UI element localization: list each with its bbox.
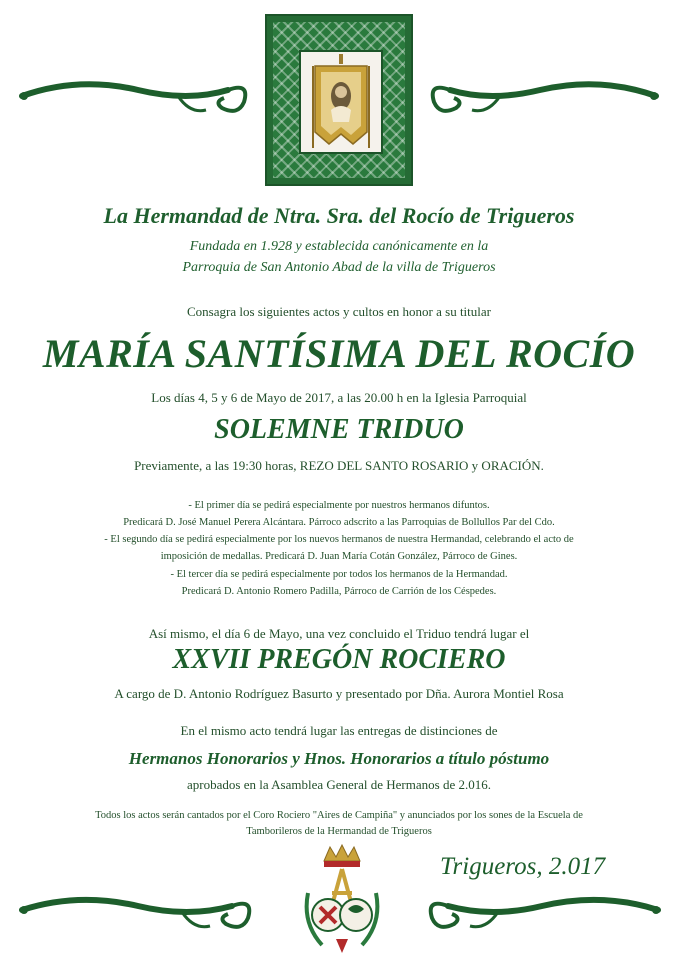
honorary-title: Hermanos Honorarios y Hnos. Honorarios a título póstumo bbox=[128, 749, 550, 768]
day-line-5: - El tercer día se pedirá especialmente por todos los hermanos de la Hermandad. bbox=[170, 569, 508, 580]
brotherhood-crest-icon bbox=[300, 843, 384, 955]
bottom-right-flourish bbox=[412, 880, 662, 940]
also-line: Así mismo, el día 6 de Mayo, una vez concluido el Triduo tendrá lugar el bbox=[148, 626, 530, 641]
day-line-2: Predicará D. José Manuel Perera Alcántara. Párroco adscrito a las Parroquias de Bollullos Par del Cdo. bbox=[123, 517, 555, 528]
brotherhood-title: La Hermandad de Ntra. Sra. del Rocío de Trigueros bbox=[103, 203, 575, 228]
intro-line: Consagra los siguientes actos y cultos en honor a su titular bbox=[186, 304, 491, 319]
founded-line-2: Parroquia de San Antonio Abad de la villa de Trigueros bbox=[182, 260, 496, 275]
place-date: Trigueros, 2.017 bbox=[440, 853, 606, 880]
simpecado-frame bbox=[265, 14, 413, 186]
titular-name: MARÍA SANTÍSIMA DEL ROCÍO bbox=[42, 331, 636, 376]
day-line-1: - El primer día se pedirá especialmente por nuestros hermanos difuntos. bbox=[188, 500, 490, 511]
simpecado-banner-icon bbox=[301, 52, 381, 152]
bottom-left-flourish bbox=[18, 880, 268, 940]
founded-line-1: Fundada en 1.928 y establecida canónicamente en la bbox=[189, 239, 489, 254]
closing-line-1: Todos los actos serán cantados por el Coro Rociero "Aires de Campiña" y anunciados por los sones de la Escuela de bbox=[95, 810, 583, 821]
rosary-line: Previamente, a las 19:30 horas, REZO DEL SANTO ROSARIO y ORACIÓN. bbox=[134, 458, 544, 473]
pregon-title: XXVII PREGÓN ROCIERO bbox=[172, 644, 506, 675]
pregon-by-line: A cargo de D. Antonio Rodríguez Basurto y presentado por Dña. Aurora Montiel Rosa bbox=[114, 686, 564, 701]
triduo-title: SOLEMNE TRIDUO bbox=[214, 414, 464, 445]
day-line-4: imposición de medallas. Predicará D. Juan María Cotán González, Párroco de Gines. bbox=[160, 551, 518, 562]
simpecado-picture bbox=[299, 50, 383, 154]
dates-line: Los días 4, 5 y 6 de Mayo de 2017, a las 20.00 h en la Iglesia Parroquial bbox=[151, 390, 527, 405]
same-act-line: En el mismo acto tendrá lugar las entregas de distinciones de bbox=[180, 723, 498, 738]
approved-line: aprobados en la Asamblea General de Hermanos de 2.016. bbox=[187, 777, 491, 792]
top-left-flourish bbox=[18, 66, 258, 126]
day-line-3: - El segundo día se pedirá especialmente por los nuevos hermanos de nuestra Hermandad, celebrando el acto de bbox=[104, 534, 574, 545]
day-line-6: Predicará D. Antonio Romero Padilla, Párroco de Carrión de los Céspedes. bbox=[181, 586, 497, 597]
closing-line-2: Tamborileros de la Hermandad de Trigueros bbox=[246, 826, 432, 837]
top-right-flourish bbox=[420, 66, 660, 126]
